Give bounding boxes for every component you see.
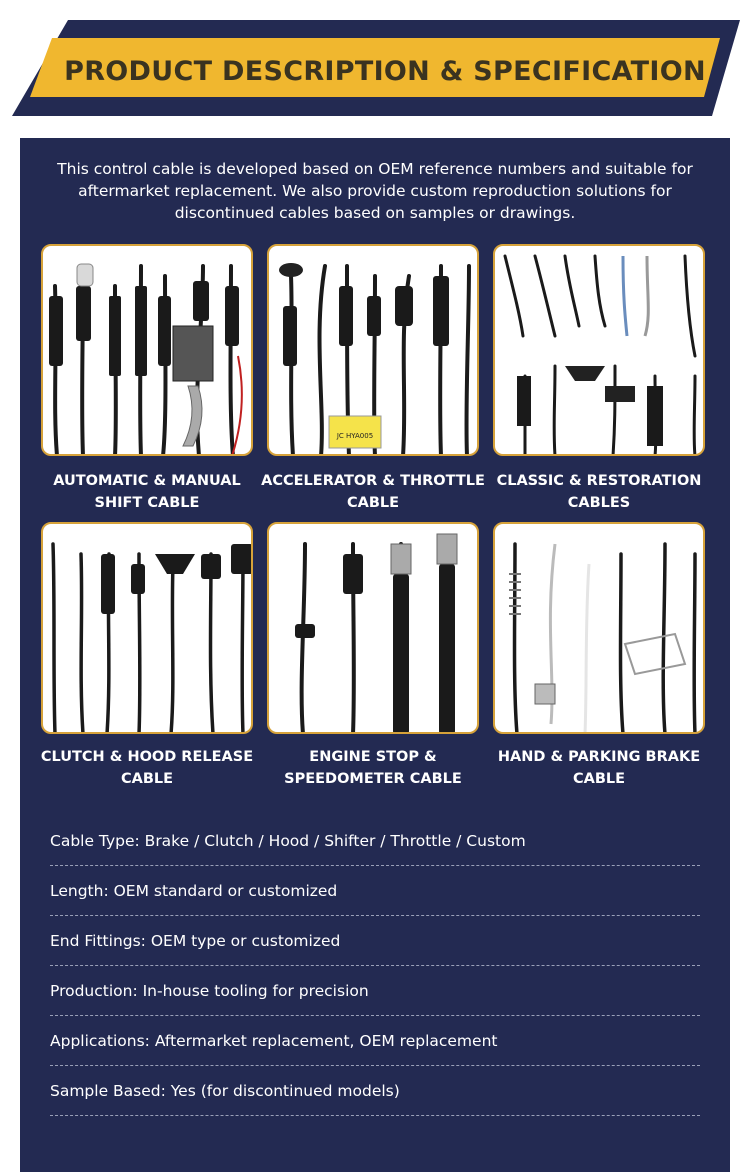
product-card-clutch <box>41 522 253 734</box>
caption-line: SPEEDOMETER CABLE <box>284 771 462 787</box>
throttle-cable-photo <box>269 246 479 456</box>
intro-text: This control cable is developed based on OEM reference numbers and suitable for aftermarket replacement. We also provide custom reproduction solutions for discontinued cables based on samples or drawings. <box>57 160 693 222</box>
product-card-throttle <box>267 244 479 456</box>
caption-line: CABLE <box>120 771 174 787</box>
product-card-speedometer <box>267 522 479 734</box>
classic-cable-photo <box>495 246 705 456</box>
product-card-brake <box>493 522 705 734</box>
spec-row-production: Production: In-house tooling for precision <box>50 967 700 1016</box>
brake-cable-photo <box>495 524 705 734</box>
clutch-cable-photo <box>43 524 253 734</box>
product-card-shift <box>41 244 253 456</box>
caption-line: HAND & PARKING BRAKE <box>497 749 701 765</box>
description-panel <box>20 138 730 1172</box>
product-caption-classic <box>484 470 714 514</box>
caption-line: CABLE <box>572 771 626 787</box>
caption-line: CABLE <box>346 495 400 511</box>
spec-row-length: Length: OEM standard or customized <box>50 867 700 916</box>
spec-row-applications: Applications: Aftermarket replacement, OEM replacement <box>50 1017 700 1066</box>
caption-line: CABLES <box>567 495 631 511</box>
product-caption-speedometer <box>258 746 488 790</box>
caption-line: CLASSIC & RESTORATION <box>496 473 702 489</box>
product-card-classic <box>493 244 705 456</box>
product-caption-brake <box>484 746 714 790</box>
spec-row-sample-based: Sample Based: Yes (for discontinued models) <box>50 1067 700 1116</box>
page-title: PRODUCT DESCRIPTION & SPECIFICATION <box>64 55 706 87</box>
shift-cable-photo <box>43 246 253 456</box>
spec-row-cable-type: Cable Type: Brake / Clutch / Hood / Shifter / Throttle / Custom <box>50 817 700 866</box>
header-banner <box>0 0 750 125</box>
caption-line: CLUTCH & HOOD RELEASE <box>40 749 254 765</box>
caption-line: ACCELERATOR & THROTTLE <box>261 473 485 489</box>
cable-tag-label: JC HYA005 <box>336 432 374 440</box>
caption-line: SHIFT CABLE <box>94 495 200 511</box>
caption-line: ENGINE STOP & <box>309 749 437 765</box>
product-caption-clutch <box>32 746 262 790</box>
product-caption-throttle <box>258 470 488 514</box>
product-caption-shift <box>32 470 262 514</box>
caption-line: AUTOMATIC & MANUAL <box>53 473 241 489</box>
spec-row-end-fittings: End Fittings: OEM type or customized <box>50 917 700 966</box>
speedometer-cable-photo <box>269 524 479 734</box>
